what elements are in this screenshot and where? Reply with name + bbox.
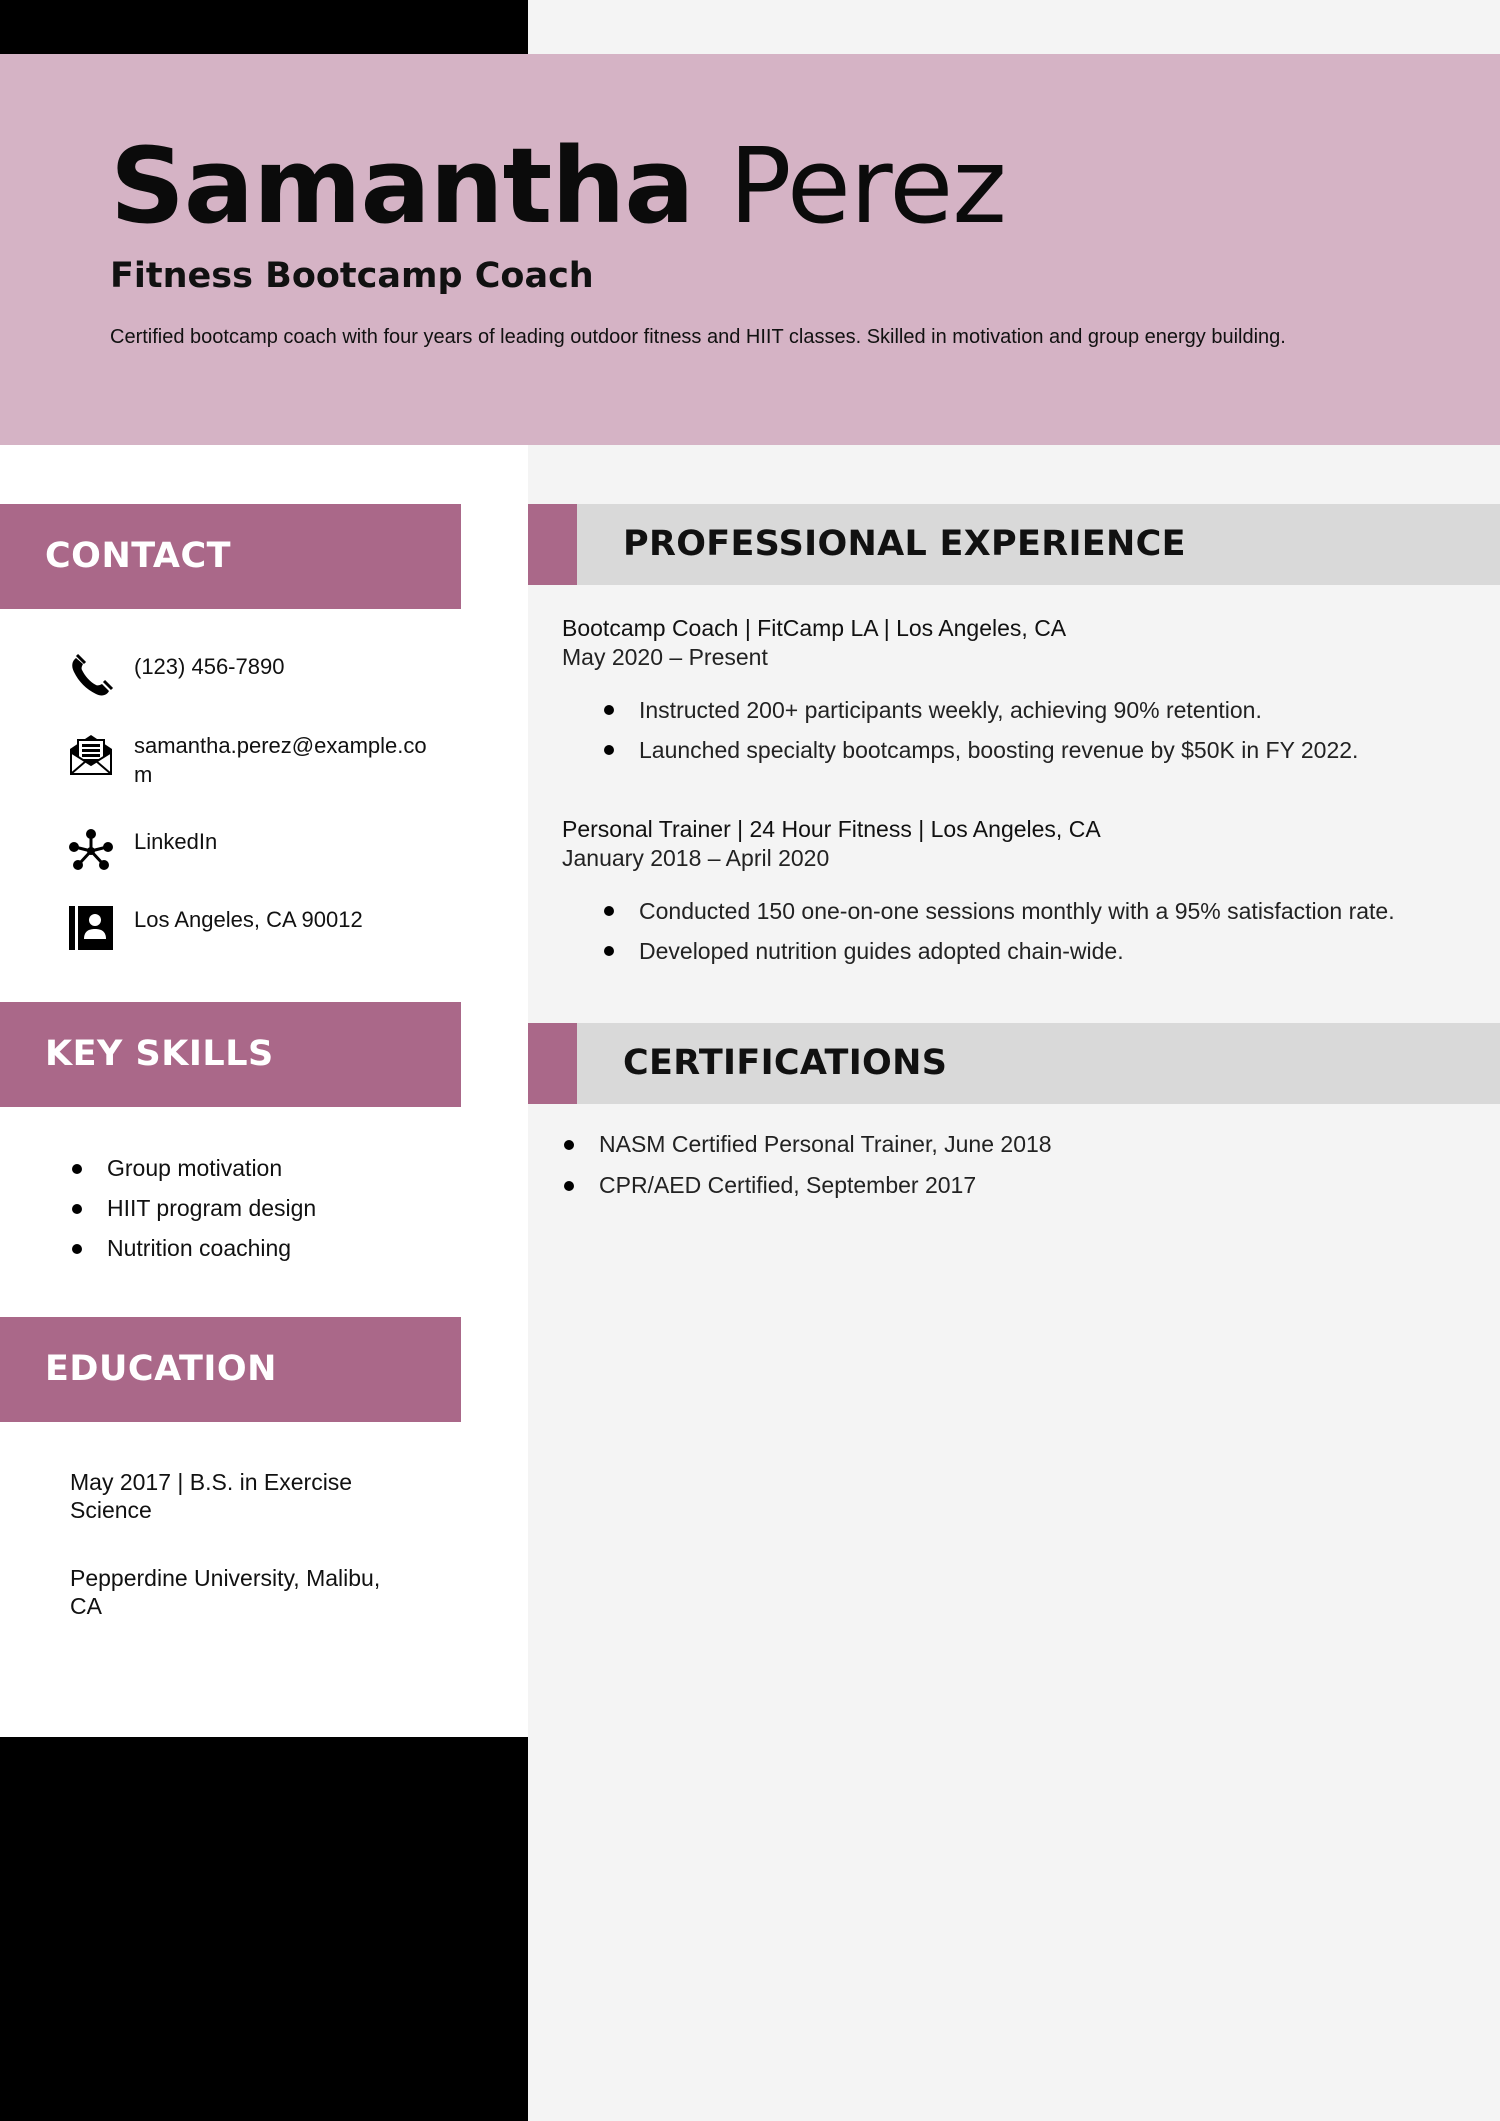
envelope-open-icon [68, 731, 114, 777]
skills-heading: KEY SKILLS [45, 1034, 274, 1074]
decorative-black-block-top [0, 0, 528, 54]
skill-item: HIIT program design [70, 1188, 316, 1228]
resume-header [0, 54, 1500, 445]
job-bullet: Launched specialty bootcamps, boosting revenue by $50K in FY 2022. [602, 730, 1462, 770]
skill-item: Nutrition coaching [70, 1228, 316, 1268]
experience-heading: PROFESSIONAL EXPERIENCE [623, 524, 1186, 564]
certifications-section-header [528, 1023, 1500, 1104]
contact-address [68, 905, 468, 951]
education-heading: EDUCATION [45, 1349, 277, 1389]
first-name: Samantha [110, 125, 694, 247]
job-bullet: Conducted 150 one-on-one sessions monthly with a 95% satisfaction rate. [602, 891, 1462, 931]
location: Los Angeles, CA 90012 [134, 907, 363, 932]
job-dates: January 2018 – April 2020 [562, 845, 830, 871]
experience-section-header [528, 504, 1500, 585]
contact-email [68, 731, 468, 789]
job-entry [562, 614, 1462, 770]
job-title: Fitness Bootcamp Coach [110, 256, 594, 296]
top-right-background [528, 0, 1500, 54]
profile-summary: Certified bootcamp coach with four years of leading outdoor fitness and HIIT classes. Skilled in motivation and group energy building. [110, 326, 1286, 348]
contact-book-icon [68, 905, 114, 951]
job-role: Bootcamp Coach | FitCamp LA | Los Angeles, CA [562, 615, 1067, 641]
certifications-heading: CERTIFICATIONS [623, 1043, 948, 1083]
linkedin-link[interactable]: LinkedIn [134, 829, 218, 854]
education-section-header [0, 1317, 461, 1422]
candidate-name [110, 124, 1006, 249]
section-accent-bar [528, 504, 577, 585]
skills-list [70, 1148, 316, 1268]
phone-number: (123) 456-7890 [134, 654, 285, 679]
certification-item: CPR/AED Certified, September 2017 [562, 1165, 1052, 1206]
section-accent-bar [528, 1023, 577, 1104]
job-bullet: Instructed 200+ participants weekly, achieving 90% retention. [602, 690, 1462, 730]
job-bullets [602, 891, 1462, 971]
education-school: Pepperdine University, Malibu, CA [70, 1565, 381, 1619]
education-degree: May 2017 | B.S. in Exercise Science [70, 1469, 353, 1523]
contact-linkedin[interactable] [68, 827, 468, 873]
phone-icon [68, 652, 114, 698]
job-role: Personal Trainer | 24 Hour Fitness | Los Angeles, CA [562, 816, 1101, 842]
skills-section-header [0, 1002, 461, 1107]
decorative-black-block-bottom [0, 1737, 528, 2121]
skill-item: Group motivation [70, 1148, 316, 1188]
contact-heading: CONTACT [45, 536, 232, 576]
job-entry [562, 815, 1462, 971]
certifications-list [562, 1124, 1052, 1206]
job-bullet: Developed nutrition guides adopted chain-wide. [602, 931, 1462, 971]
last-name: Perez [728, 125, 1006, 247]
contact-phone [68, 652, 468, 698]
job-bullets [602, 690, 1462, 770]
network-icon [68, 827, 114, 873]
email-address: samantha.perez@example.com [134, 733, 427, 787]
contact-section-header [0, 504, 461, 609]
certification-item: NASM Certified Personal Trainer, June 2018 [562, 1124, 1052, 1165]
job-dates: May 2020 – Present [562, 644, 768, 670]
